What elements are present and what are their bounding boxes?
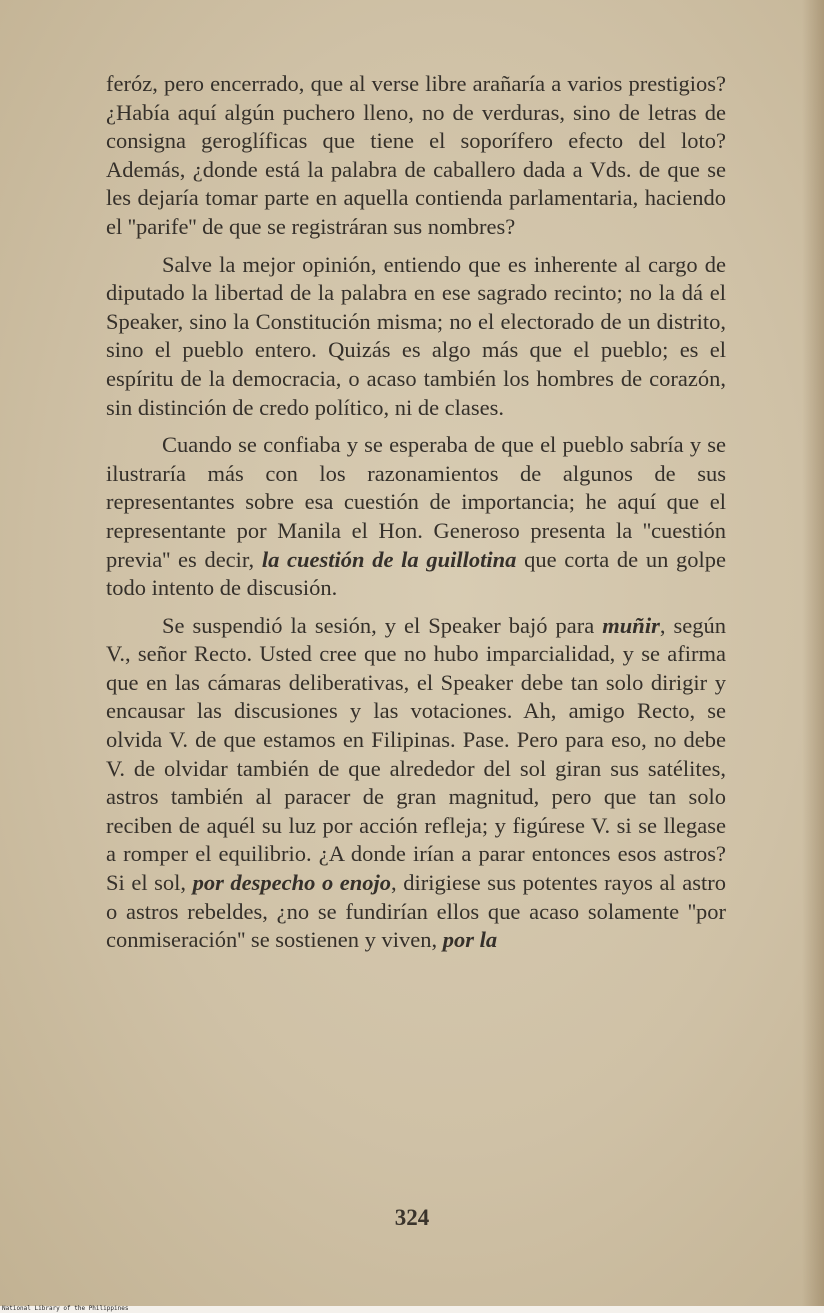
paragraph-1 [106,70,726,242]
watermark: National Library of the Philippines [2,1305,129,1312]
paragraph-4-italic-munir: muñir [602,612,660,638]
paragraph-4-italic-despecho: por despecho o enojo [192,870,392,896]
paragraph-3 [106,431,726,603]
paragraph-3-italic: la cuestión de la guillotina [261,546,517,572]
page-edge-shadow [802,0,824,1306]
body-text [106,70,726,964]
paragraph-4-italic-por-la: por la [442,927,498,953]
paragraph-4 [106,612,726,955]
paragraph-2 [106,251,726,423]
paragraph-2-text: Salve la mejor opinión, entiendo que es inherente al cargo de diputado la libertad de la palabra en ese sagrado recinto; no la dá el Speaker, sino la Constitución misma; no el electorado de un distrito, sino el pueblo entero. Quizás es algo más que el pueblo; es el espíritu de la democracia, o acaso también los hombres de corazón, sin distinción de credo político, ni de clases. [106,251,726,420]
paragraph-3-text-b: que corta de un golpe todo intento de discusión. [106,546,726,601]
paragraph-1-text: feróz, pero encerrado, que al verse libre arañaría a varios prestigios? ¿Había aquí algún puchero lleno, no de verduras, sino de letras de consigna geroglíficas que tiene el soporífero efecto del loto? Además, ¿donde está la palabra de caballero dada a Vds. de que se les dejaría tomar parte en aquella contienda parlamentaria, haciendo el ''parife'' de que se registráran sus nombres? [106,71,726,239]
paragraph-4-text-a: Se suspendió la sesión, y el Speaker bajó para [162,612,603,638]
page-number: 324 [394,1205,430,1230]
paragraph-4-text-b: , según V., señor Recto. Usted cree que no hubo imparcialidad, y se afirma que en las cámaras deliberativas, el Speaker debe tan solo dirigir y encausar las discusiones y las votaciones. Ah, amigo Recto, se olvida V. de que estamos en Filipinas. Pase. Pero para eso, no debe V. de olvidar también de que alrededor del sol giran sus satélites, astros también al paracer de gran magnitud, pero que tan solo reciben de aquél su luz por acción refleja; y figúrese V. si se llegase a romper el equilibrio. ¿A donde irían a parar entonces esos astros? Si el sol, [106,612,726,896]
paragraph-3-text-a: Cuando se confiaba y se esperaba de que el pueblo sabría y se ilustraría más con los razonamientos de algunos de sus representantes sobre esa cuestión de importancia; he aquí que el representante por Manila el Hon. Generoso presenta la ''cuestión previa'' es decir, [106,432,726,572]
paragraph-4-text-c: , dirigiese sus potentes rayos al astro o astros rebeldes, ¿no se fundirían ellos que acaso solamente ''por conmiseración'' se sostienen y viven, [106,870,726,953]
